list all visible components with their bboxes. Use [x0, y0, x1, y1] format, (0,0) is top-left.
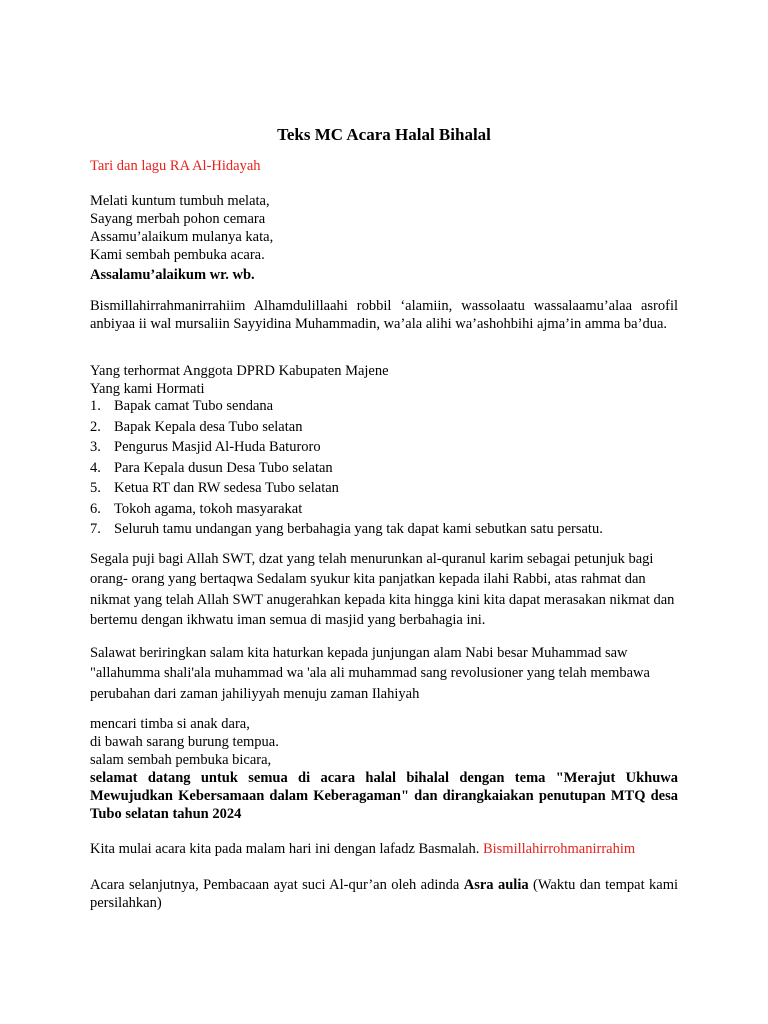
opening-subtitle: Tari dan lagu RA Al-Hidayah [90, 158, 261, 174]
list-text: Bapak camat Tubo sendana [114, 398, 274, 414]
salam-greeting: Assalamu’alaikum wr. wb. [90, 267, 255, 283]
pantun-line: salam sembah pembuka bicara, [90, 752, 272, 768]
list-item [90, 478, 678, 499]
list-number: 7. [90, 521, 101, 537]
respected-line: Yang kami Hormati [90, 381, 205, 397]
pantun-line: Kami sembah pembuka acara. [90, 247, 265, 263]
list-item [90, 437, 678, 458]
reciter-name: Asra aulia [463, 877, 529, 893]
basmalah-text: Kita mulai acara kita pada malam hari ini dengan lafadz Basmalah. [90, 841, 480, 857]
pantun-line: Assamu’alaikum mulanya kata, [90, 229, 274, 245]
list-item [90, 458, 678, 479]
list-number: 3. [90, 439, 101, 455]
next-program-paragraph [90, 876, 678, 912]
list-text: Ketua RT dan RW sedesa Tubo selatan [114, 480, 339, 496]
salawat-paragraph: Salawat beriringkan salam kita haturkan kepada junjungan alam Nabi besar Muhammad saw "allahumma shali'ala muhammad wa 'ala ali muhammad sang revolusioner yang telah membawa perubahan dari zaman jahiliyyah menuju zaman Ilahiyah [90, 645, 650, 702]
bismillah-paragraph: Bismillahirrahmanirrahiim Alhamdulillaahi robbil ‘alamiin, wassolaatu wassalaamu’alaa asrofil anbiyaa ii wal mursaliin Sayyidina Muhammadin, wa’ala alihi wa’ashohbihi ajma’in amma ba’dua. [90, 298, 678, 332]
basmalah-paragraph [90, 840, 678, 858]
next-program-text: Acara selanjutnya, Pembacaan ayat suci Al-qur’an oleh adinda [90, 877, 460, 893]
pantun-line: Melati kuntum tumbuh melata, [90, 193, 270, 209]
closing-pantun [90, 715, 678, 769]
list-number: 2. [90, 418, 101, 435]
pantun-line: di bawah sarang burung tempua. [90, 734, 279, 750]
list-item [90, 499, 678, 520]
opening-pantun [90, 192, 678, 264]
list-number: 5. [90, 480, 101, 496]
list-number: 1. [90, 398, 101, 414]
list-number: 6. [90, 500, 101, 517]
list-number: 4. [90, 459, 101, 476]
pantun-line: mencari timba si anak dara, [90, 716, 250, 732]
list-item [90, 396, 678, 417]
list-text: Para Kepala dusun Desa Tubo selatan [114, 459, 333, 476]
list-text: Seluruh tamu undangan yang berbahagia yang tak dapat kami sebutkan satu persatu. [114, 521, 603, 537]
next-program-note: (Waktu dan tempat kami persilahkan) [90, 877, 679, 911]
list-text: Bapak Kepala desa Tubo selatan [114, 418, 303, 435]
list-text: Tokoh agama, tokoh masyarakat [114, 500, 303, 517]
honored-guest-line: Yang terhormat Anggota DPRD Kabupaten Majene [90, 363, 389, 379]
list-item [90, 519, 678, 540]
welcome-paragraph: selamat datang untuk semua di acara halal bihalal dengan tema "Merajut Ukhuwa Mewujudkan Kebersamaan dalam Keberagaman" dan dirangkaiakan penutupan MTQ desa Tubo selatan tahun 2024 [90, 770, 678, 822]
basmalah-highlight: Bismillahirrohmanirrahim [482, 841, 636, 857]
pantun-line: Sayang merbah pohon cemara [90, 211, 266, 227]
praise-paragraph: Segala puji bagi Allah SWT, dzat yang telah menurunkan al-quranul karim sebagai petunjuk bagi orang- orang yang bertaqwa Sedalam syukur kita panjatkan kepada ilahi Rabbi, atas rahmat dan nikmat yang telah Allah SWT anugerahkan kepada kita hingga kini kita dapat merasakan nikmat dan bertemu dengan ikhwatu iman semua di masjid yang berbahagia ini. [90, 551, 675, 628]
guest-list [90, 396, 678, 540]
document-title: Teks MC Acara Halal Bihalal [277, 125, 491, 144]
list-item [90, 417, 678, 438]
list-text: Pengurus Masjid Al-Huda Baturoro [114, 439, 321, 455]
